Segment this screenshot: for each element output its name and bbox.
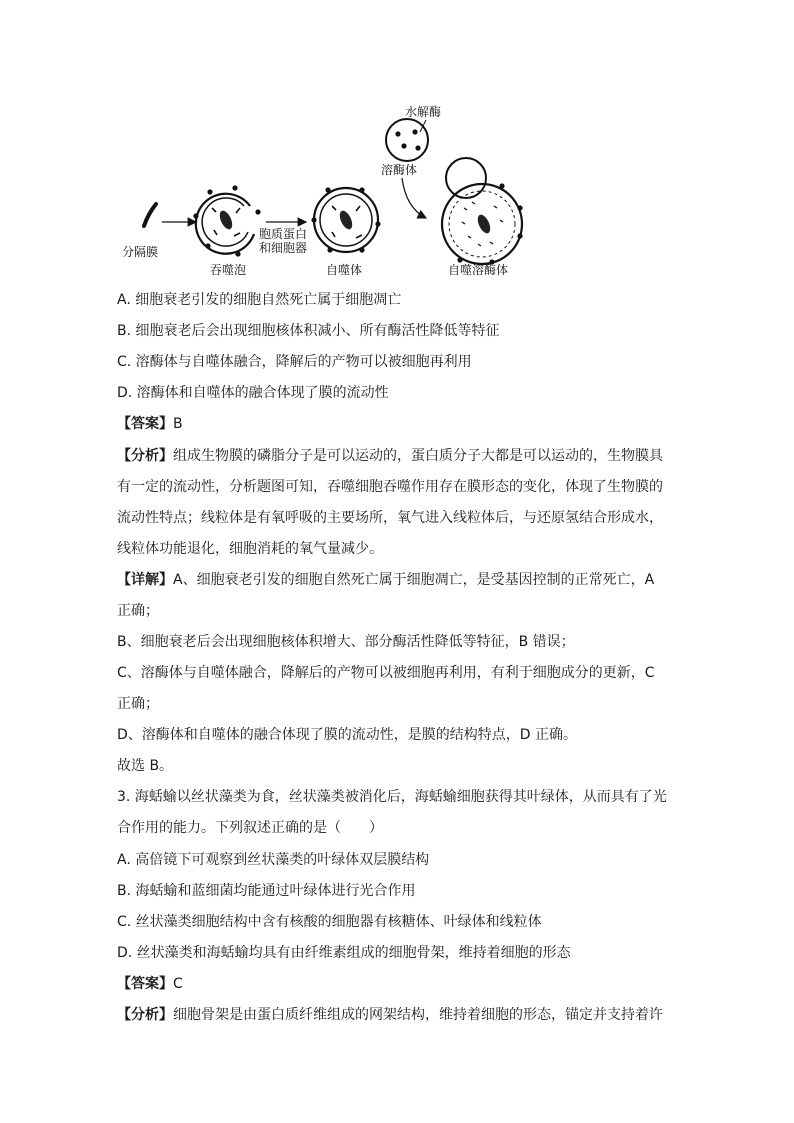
membrane-dot — [255, 209, 260, 214]
autolysosome-label: 自噬溶酶体 — [448, 263, 509, 277]
mitochondrion — [217, 209, 235, 231]
lysosome-label: 溶酶体 — [381, 163, 418, 177]
q2-detail-line — [117, 570, 677, 590]
enzyme-dot — [395, 131, 400, 136]
q2-option-c: C. 溶酶体与自噬体融合，降解后的产物可以被细胞再利用 — [117, 354, 472, 370]
cargo-label-line2: 和细胞器 — [259, 241, 308, 255]
lysosome-arrow — [402, 178, 426, 218]
q2-analysis-line — [117, 446, 677, 466]
q2-detail-line: D、溶酶体和自噬体的融合体现了膜的流动性，是膜的结构特点，D 正确。 — [117, 727, 578, 743]
autophagy-diagram — [122, 96, 540, 282]
q3-stem-line: 3. 海蛞蝓以丝状藻类为食，丝状藻类被消化后，海蛞蝓细胞获得其叶绿体，从而具有了光 — [117, 789, 667, 805]
q3-option-c: C. 丝状藻类细胞结构中含有核酸的细胞器有核糖体、叶绿体和线粒体 — [117, 914, 542, 930]
membrane-dot — [232, 185, 237, 190]
answer-tag: 【答案】 — [117, 976, 173, 992]
q2-option-a: A. 细胞衰老引发的细胞自然死亡属于细胞凋亡 — [117, 292, 402, 308]
cargo-label-line1: 胞质蛋白 — [259, 227, 308, 241]
q3-stem-line: 合作用的能力。下列叙述正确的是（ ） — [117, 820, 383, 836]
analysis-tag: 【分析】 — [117, 448, 173, 464]
analysis-text: 细胞骨架是由蛋白质纤维组成的网架结构，维持着细胞的形态，锚定并支持着许 — [173, 1007, 663, 1023]
autophagosome-label: 自噬体 — [326, 263, 363, 277]
membrane-dot — [207, 189, 212, 194]
q2-analysis-line: 线粒体功能退化，细胞消耗的氧气量减少。 — [117, 541, 383, 557]
membrane-dot — [205, 243, 210, 248]
enzyme-dot — [401, 143, 406, 148]
membrane-dot — [457, 257, 462, 262]
q3-answer — [117, 974, 677, 994]
q2-option-d: D. 溶酶体和自噬体的融合体现了膜的流动性 — [117, 385, 389, 401]
membrane-dot — [359, 187, 364, 192]
q2-detail-line: 正确； — [117, 603, 159, 619]
autophagy-diagram-svg — [122, 96, 540, 282]
q2-detail-line: C、溶酶体与自噬体融合，降解后的产物可以被细胞再利用，有利于细胞成分的更新，C — [117, 665, 655, 681]
hydrolase-label: 水解酶 — [405, 105, 442, 119]
q3-option-d: D. 丝状藻类和海蛞蝓均具有由纤维素组成的细胞骨架，维持着细胞的形态 — [117, 945, 571, 961]
analysis-text: 组成生物膜的磷脂分子是可以运动的，蛋白质分子大都是可以运动的，生物膜具 — [173, 448, 663, 464]
q3-option-a: A. 高倍镜下可观察到丝状藻类的叶绿体双层膜结构 — [117, 852, 430, 868]
analysis-tag: 【分析】 — [117, 1007, 173, 1023]
membrane-dot — [327, 247, 332, 252]
q2-detail-line: 故选 B。 — [117, 758, 174, 774]
detail-text: A、细胞衰老引发的细胞自然死亡属于细胞凋亡，是受基因控制的正常死亡，A — [173, 572, 655, 588]
membrane-dot — [235, 251, 240, 256]
membrane-dot — [325, 187, 330, 192]
membrane-dot — [375, 221, 380, 226]
answer-value: B — [173, 416, 183, 432]
membrane-dot — [517, 205, 522, 210]
q2-detail-line: 正确； — [117, 696, 159, 712]
mitochondrion — [475, 213, 493, 235]
answer-value: C — [173, 976, 183, 992]
detail-tag: 【详解】 — [117, 572, 173, 588]
phagophore-label: 吞噬泡 — [210, 263, 247, 277]
membrane-dot — [499, 183, 504, 188]
fusing-lysosome — [446, 158, 486, 198]
membrane-dot — [517, 233, 522, 238]
isolation-membrane-label: 分隔膜 — [122, 245, 159, 259]
q2-answer — [117, 414, 677, 434]
lysosome — [386, 119, 428, 161]
membrane-dot — [359, 247, 364, 252]
answer-tag: 【答案】 — [117, 416, 173, 432]
membrane-dot — [193, 213, 198, 218]
membrane-dot — [311, 217, 316, 222]
mitochondrion — [337, 209, 355, 231]
isolation-membrane — [144, 204, 156, 226]
enzyme-dot — [412, 129, 417, 134]
q2-detail-line: B、细胞衰老后会出现细胞核体积增大、部分酶活性降低等特征，B 错误； — [117, 634, 575, 650]
q2-analysis-line: 有一定的流动性，分析题图可知，吞噬细胞吞噬作用存在膜形态的变化，体现了生物膜的 — [117, 479, 663, 495]
enzyme-dot — [415, 145, 420, 150]
q2-analysis-line: 流动性特点；线粒体是有氧呼吸的主要场所，氧气进入线粒体后，与还原氢结合形成水， — [117, 510, 663, 526]
q2-option-b: B. 细胞衰老后会出现细胞核体积减小、所有酶活性降低等特征 — [117, 323, 500, 339]
q3-option-b: B. 海蛞蝓和蓝细菌均能通过叶绿体进行光合作用 — [117, 883, 416, 899]
q3-analysis-line — [117, 1005, 677, 1025]
